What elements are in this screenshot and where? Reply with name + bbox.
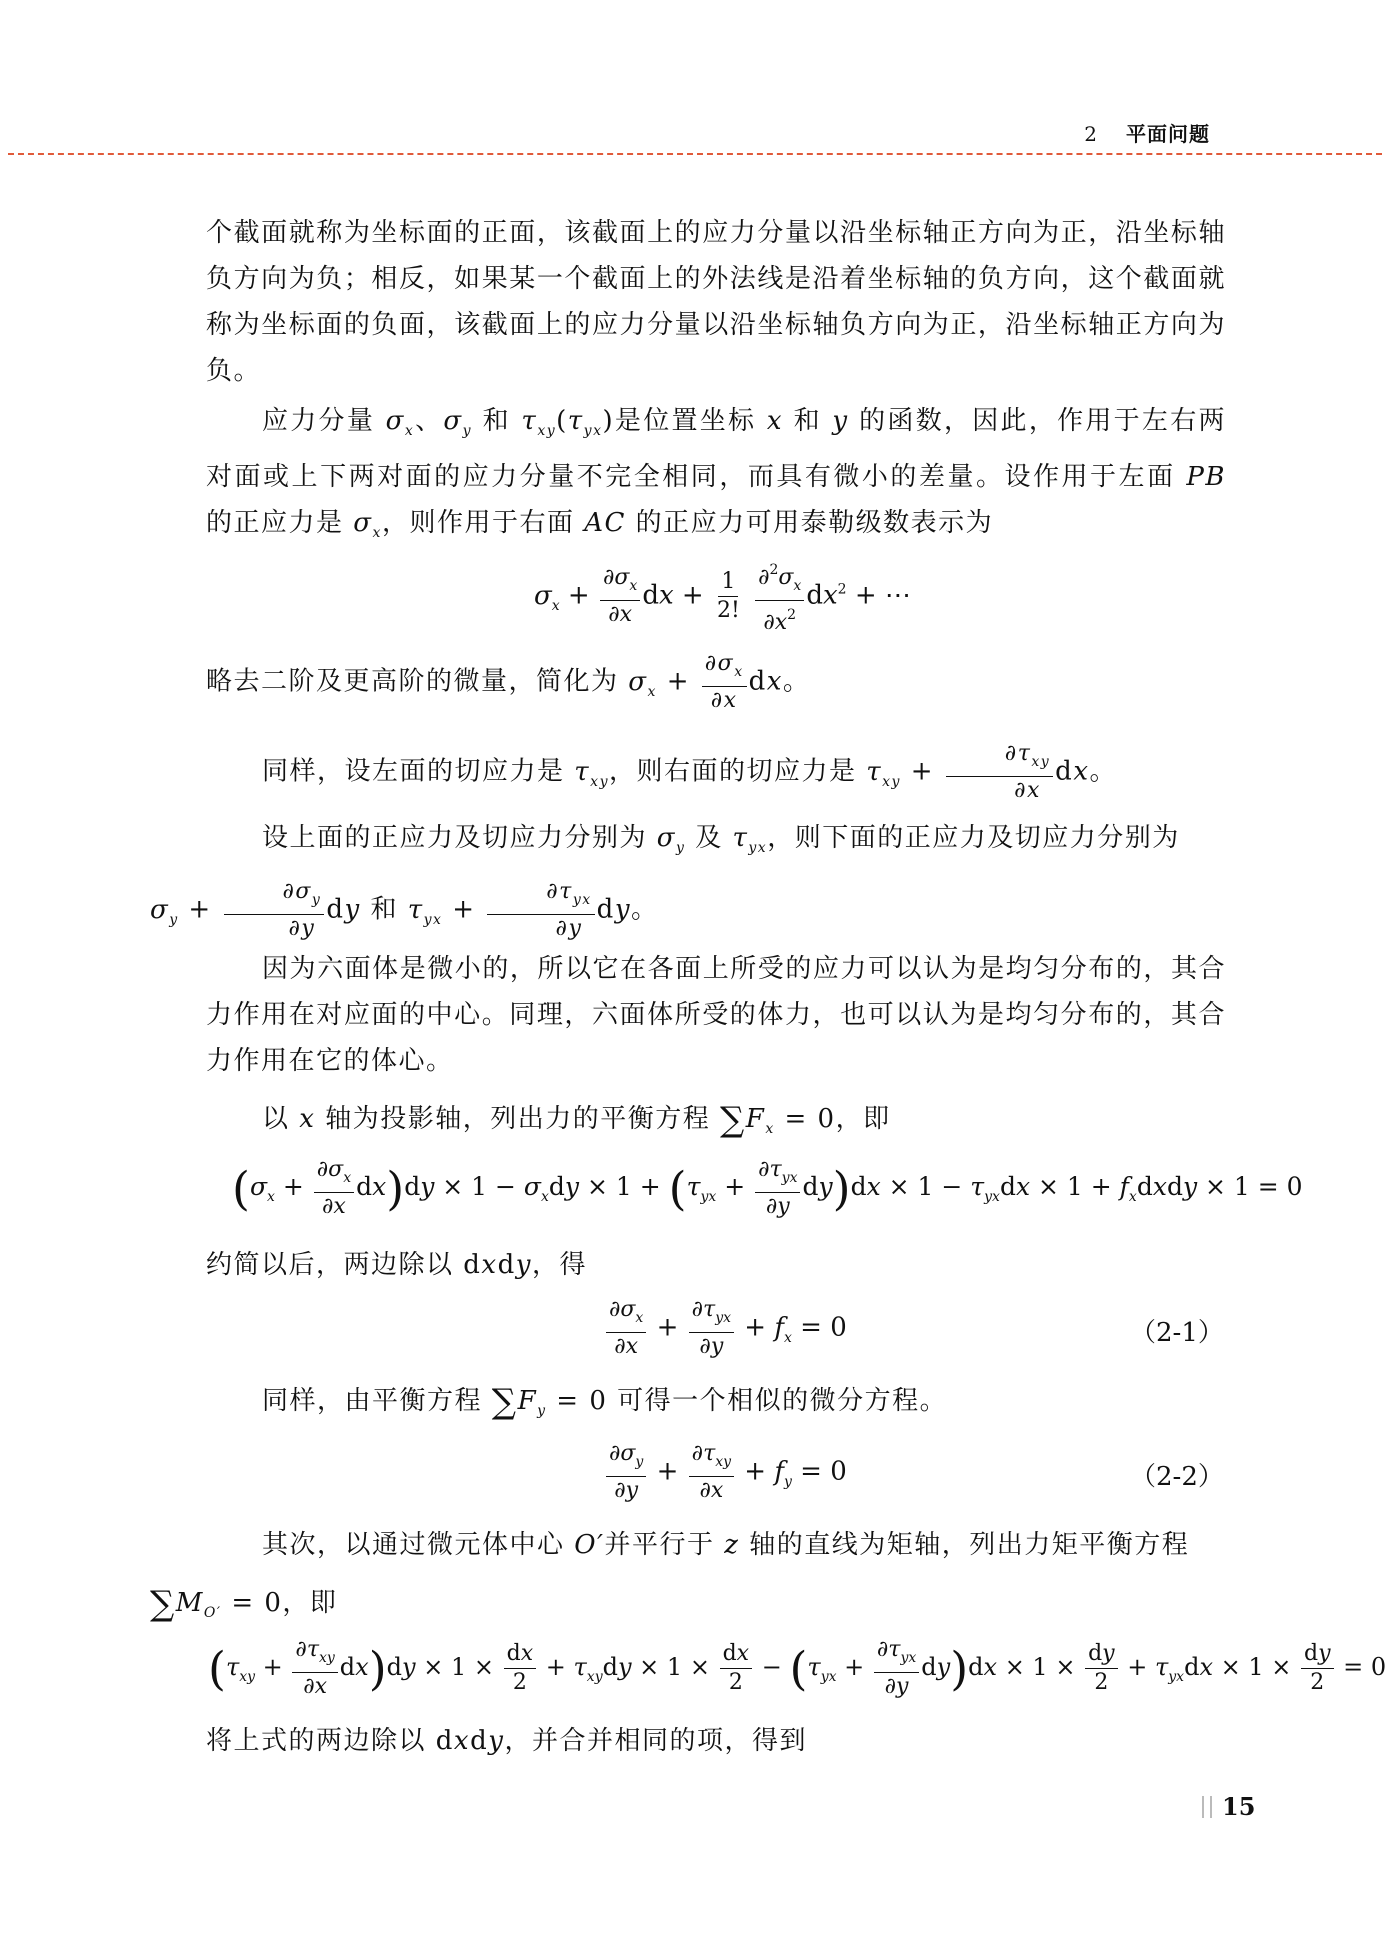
- paragraph-4: 同样，设左面的切应力是 $\tau_{xy}$，则右面的切应力是 $\tau_{xy}$ + $\frac{\partial\tau_{xy}}{\partial x}$ dx。: [262, 741, 1118, 803]
- paragraph-11: 将上式的两边除以 dxdy，并合并相同的项，得到: [206, 1726, 807, 1756]
- paragraph-8: 约简以后，两边除以 dxdy，得: [206, 1250, 587, 1280]
- paragraph-10: 其次，以通过微元体中心 O′并平行于 z 轴的直线为矩轴，列出力矩平衡方程 $\sum M_{O'} = 0$，即: [150, 1530, 1190, 1624]
- page-number: 15: [1222, 1792, 1256, 1821]
- paragraph-9: 同样，由平衡方程 $\sum F_y = 0$ 可得一个相似的微分方程。: [262, 1382, 948, 1422]
- paragraph-5: 设上面的正应力及切应力分别为 $\sigma_y$ 及 $\tau_{yx}$，则下面的正应力及切应力分别为 $\sigma_y$ + $\frac{\partial\sigma_y}{\partial y}$ dy 和 $\tau_{yx}$ + $\frac{\partial\tau_{yx}}{\partial y}$ dy。: [150, 823, 1180, 941]
- equation-number-2-1: （2-1）: [1130, 1318, 1224, 1348]
- equation-2-2: $\frac{\partial\sigma_y}{\partial y}$ + $\frac{\partial\tau_{xy}}{\partial x}$ + $f_y = 0$: [604, 1440, 847, 1505]
- chapter-title: 平面问题: [1126, 122, 1210, 146]
- paragraph-1: 个截面就称为坐标面的正面，该截面上的应力分量以沿坐标轴正方向为正，沿坐标轴负方向为负；相反，如果某一个截面上的外法线是沿着坐标轴的负方向，这个截面就称为坐标面的负面，该截面上的应力分量以沿坐标轴负方向为正，沿坐标轴正方向为负。: [206, 218, 1226, 386]
- force-balance-equation: ($\sigma_x$ + $\frac{\partial\sigma_x}{\partial x}$ $dx)dy \times 1 - \sigma_xdy \times 1 + (\tau_{yx}$ + $\frac{\partial\tau_{yx}}{\partial y}$ $dy)dx \times 1 - \tau_{yx}dx \times 1$ + $f_xdxdy \times 1 = 0$: [232, 1157, 1303, 1219]
- equation-2-1: $\frac{\partial\sigma_x}{\partial x}$ + $\frac{\partial\tau_{yx}}{\partial y}$ + $f_x = 0$: [604, 1296, 847, 1361]
- paragraph-3: 略去二阶及更高阶的微量，简化为 $\sigma_x$ + $\frac{\partial\sigma_x}{\partial x}$ dx。: [206, 651, 811, 713]
- paragraph-2: 应力分量 $\sigma_x$、$\sigma_y$ 和 $\tau_{xy}(\tau_{yx})$是位置坐标 x 和 y 的函数，因此，作用于左右两对面或上下两对面的应力分量不完全相同，而具有微小的差量。设作用于左面 PB 的正应力是 $\sigma_x$，则作用于右面 AC 的正应力可用泰勒级数表示为: [206, 406, 1226, 541]
- header-title: [1084, 118, 1210, 147]
- footer-marker: [1202, 1796, 1212, 1818]
- running-header: [0, 0, 1386, 160]
- chapter-number: 2: [1084, 122, 1098, 146]
- moment-balance-equation: ($\tau_{xy}$ + $\frac{\partial\tau_{xy}}{\partial x}$ dx)dy × 1 × $\frac{dx}{2}$ + $\tau_{xy}dy \times 1$ × $\frac{dx}{2}$ − ($\tau_{yx}$ + $\frac{\partial\tau_{yx}}{\partial y}$ dy)dx × 1 × $\frac{dy}{2}$ + $\tau_{yx}dx \times 1$ × $\frac{dy}{2}$ = 0: [208, 1637, 1386, 1699]
- equation-number-2-2: （2-2）: [1130, 1462, 1224, 1492]
- paragraph-7: 以 x 轴为投影轴，列出力的平衡方程 $\sum F_x = 0$，即: [262, 1100, 891, 1140]
- paragraph-6: 因为六面体是微小的，所以它在各面上所受的应力可以认为是均匀分布的，其合力作用在对应面的中心。同理，六面体所受的体力，也可以认为是均匀分布的，其合力作用在它的体心。: [206, 954, 1226, 1076]
- header-rule: [8, 153, 1382, 155]
- taylor-series-equation: $\sigma_x$ + $\frac{\partial\sigma_x}{\partial x}$ dx + $\frac{1}{2!}$ $\frac{\partial^2\sigma_x}{\partial x^2}$ $dx^2$ + ⋯: [534, 556, 911, 637]
